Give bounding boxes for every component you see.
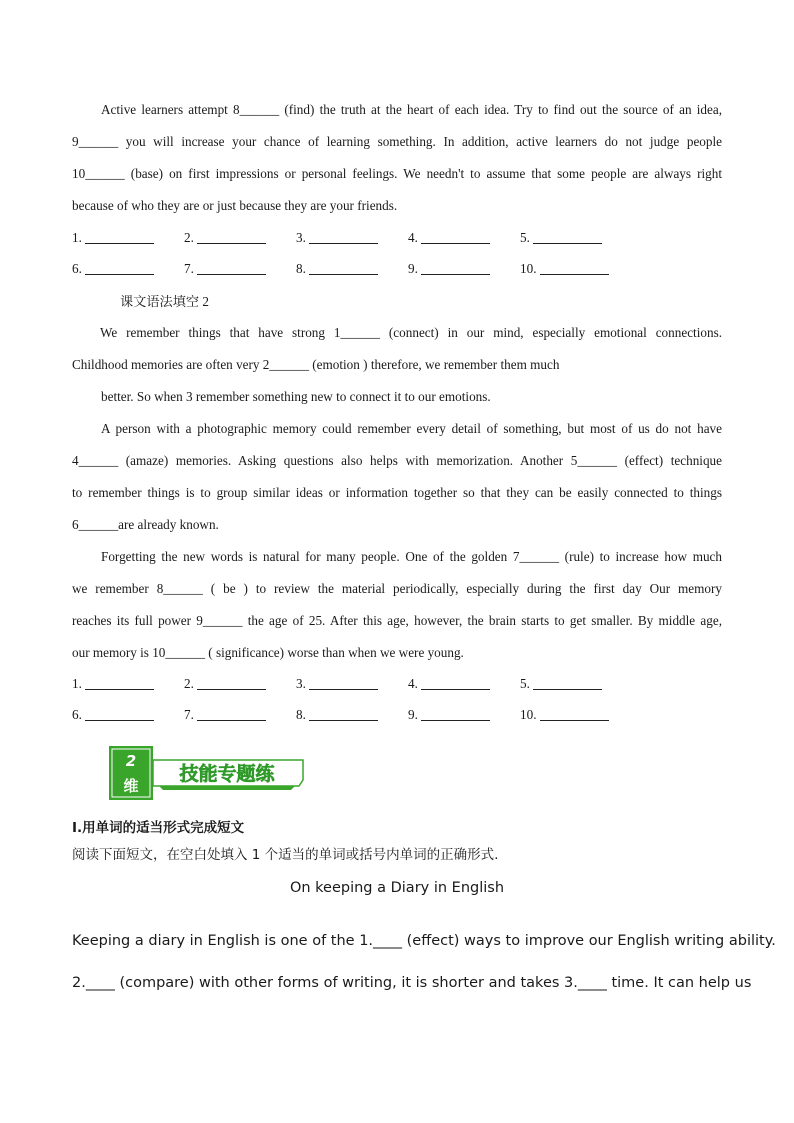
- banner-badge-char: 维: [123, 777, 139, 795]
- banner-title: 技能专题练: [179, 763, 275, 785]
- answer-blank-1[interactable]: 1.: [72, 230, 154, 246]
- text-line: we remember 8______ ( be ) to review the material periodically, especially during the first day Our memory: [72, 581, 722, 596]
- answer-blank-5[interactable]: 5.: [520, 230, 602, 246]
- answer-blank-10[interactable]: 10.: [520, 707, 609, 723]
- answer-blank-4[interactable]: 4.: [408, 676, 490, 692]
- text-line: Keeping a diary in English is one of the 1.____ (effect) ways to improve our English writing ability.: [72, 933, 776, 949]
- answer-blank-2[interactable]: 2.: [184, 230, 266, 246]
- text-line: A person with a photographic memory could remember every detail of something, but most of us do not have: [101, 421, 722, 436]
- exercise-instruction: 阅读下面短文，在空白处填入 1 个适当的单词或括号内单词的正确形式.: [72, 847, 499, 863]
- answer-blank-2[interactable]: 2.: [184, 676, 266, 692]
- section-banner: [109, 746, 305, 800]
- text-line: to remember things is to group similar ideas or information together so that they can be easily connected to things: [72, 485, 722, 500]
- answer-blank-6[interactable]: 6.: [72, 707, 154, 723]
- answer-blank-6[interactable]: 6.: [72, 261, 154, 277]
- text-line: 10______ (base) on first impressions or personal feelings. We needn't to assume that some people are always right: [72, 166, 722, 181]
- answer-blank-1[interactable]: 1.: [72, 676, 154, 692]
- text-line: reaches its full power 9______ the age of 25. After this age, however, the brain starts to get smaller. By middle age,: [72, 613, 722, 628]
- passage-1: [72, 94, 722, 222]
- answer-blank-8[interactable]: 8.: [296, 707, 378, 723]
- passage-2-paragraph-2: [72, 413, 722, 541]
- answer-blank-5[interactable]: 5.: [520, 676, 602, 692]
- answer-blank-9[interactable]: 9.: [408, 261, 490, 277]
- exercise-heading: I.用单词的适当形式完成短文: [72, 820, 245, 836]
- answer-blank-7[interactable]: 7.: [184, 707, 266, 723]
- text-line: our memory is 10______ ( significance) worse than when we were young.: [72, 645, 464, 660]
- text-line: 2.____ (compare) with other forms of writing, it is shorter and takes 3.____ time. It can help us: [72, 975, 752, 991]
- passage-2-paragraph-3: [72, 541, 722, 669]
- answer-blank-10[interactable]: 10.: [520, 261, 609, 277]
- story-title: On keeping a Diary in English: [289, 880, 505, 896]
- answer-blank-3[interactable]: 3.: [296, 230, 378, 246]
- banner-badge-number: 2: [125, 752, 137, 770]
- answer-blank-4[interactable]: 4.: [408, 230, 490, 246]
- answer-blank-7[interactable]: 7.: [184, 261, 266, 277]
- text-line: better. So when 3 remember something new to connect it to our emotions.: [101, 389, 491, 404]
- passage-2-paragraph-1: [72, 317, 722, 413]
- text-line: Active learners attempt 8______ (find) the truth at the heart of each idea. Try to find out the source of an idea,: [101, 102, 722, 117]
- passage-1-paragraph: [72, 94, 722, 222]
- text-line: 6______are already known.: [72, 517, 219, 532]
- text-line: because of who they are or just because they are your friends.: [72, 198, 398, 213]
- answer-blank-9[interactable]: 9.: [408, 707, 490, 723]
- section-subtitle: 课文语法填空 2: [120, 294, 210, 309]
- story-text: [72, 920, 776, 1004]
- answer-blank-8[interactable]: 8.: [296, 261, 378, 277]
- text-line: Forgetting the new words is natural for many people. One of the golden 7______ (rule) to increase how much: [101, 549, 722, 564]
- text-line: Childhood memories are often very 2______ (emotion ) therefore, we remember them much: [72, 357, 560, 372]
- text-line: 4______ (amaze) memories. Asking questions also helps with memorization. Another 5______ (effect) technique: [72, 453, 722, 468]
- text-line: We remember things that have strong 1______ (connect) in our mind, especially emotional connections.: [100, 325, 722, 340]
- text-line: 9______ you will increase your chance of learning something. In addition, active learners do not judge people: [72, 134, 722, 149]
- answer-blank-3[interactable]: 3.: [296, 676, 378, 692]
- passage-2: [72, 317, 722, 669]
